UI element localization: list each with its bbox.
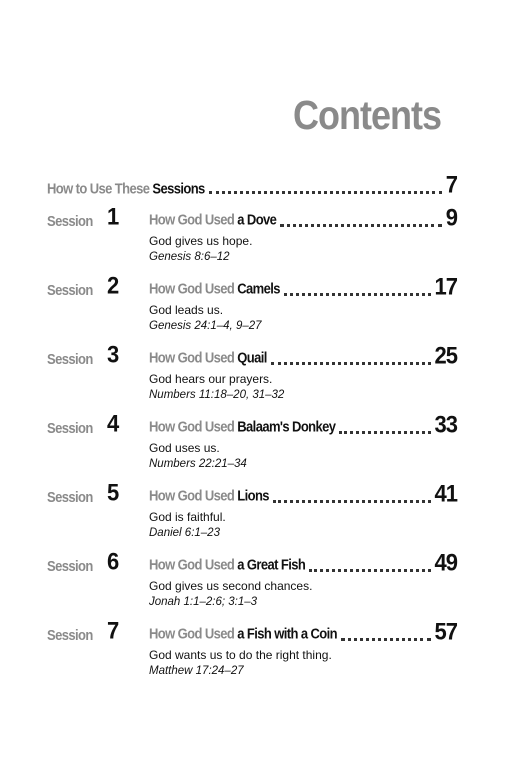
toc-session-6[interactable]: [47, 547, 457, 611]
dot-leader: [284, 293, 431, 296]
session-scripture-reference: Genesis 24:1–4, 9–27: [149, 320, 262, 332]
session-title-object: a Fish with a Coin: [237, 624, 337, 642]
toc-session-1[interactable]: [47, 202, 457, 266]
session-title-row: [149, 620, 457, 644]
session-title: [149, 487, 269, 504]
session-summary: God is faithful.: [149, 510, 226, 524]
toc-page-number: 49: [434, 549, 457, 577]
session-title: [149, 211, 276, 228]
session-title-object: Lions: [237, 486, 269, 504]
dot-leader: [309, 569, 430, 572]
session-label: Session: [47, 350, 93, 368]
session-title-prefix: How God Used: [149, 210, 238, 228]
toc-session-7[interactable]: [47, 616, 457, 680]
session-title: [149, 280, 280, 297]
toc-page-number: 57: [434, 618, 457, 646]
session-title-prefix: How God Used: [149, 555, 238, 573]
toc-page-number: 25: [434, 342, 457, 370]
session-title-object: Camels: [237, 279, 280, 297]
session-title: [149, 418, 335, 435]
session-summary: God wants us to do the right thing.: [149, 648, 332, 662]
session-number: 1: [107, 202, 120, 230]
toc-session-4[interactable]: [47, 409, 457, 473]
session-label: Session: [47, 212, 93, 230]
session-number: 7: [107, 616, 120, 644]
session-label: Session: [47, 557, 93, 575]
toc-session-2[interactable]: [47, 271, 457, 335]
toc-session-3[interactable]: [47, 340, 457, 404]
session-summary: God leads us.: [149, 303, 224, 317]
toc-entry-title: [47, 180, 205, 197]
session-title-prefix: How God Used: [149, 279, 238, 297]
session-title-row: [149, 275, 457, 299]
session-title-prefix: How God Used: [149, 486, 238, 504]
session-title-object: a Dove: [237, 210, 277, 228]
session-label: Session: [47, 488, 93, 506]
session-title-prefix: How God Used: [149, 624, 238, 642]
session-title-row: [149, 413, 457, 437]
session-scripture-reference: Jonah 1:1–2:6; 3:1–3: [149, 596, 258, 608]
session-number: 4: [107, 409, 120, 437]
toc-page-number: 7: [445, 171, 457, 199]
toc-page-number: 41: [434, 480, 457, 508]
dot-leader: [341, 638, 431, 641]
toc-entry-title-lead: How to Use These: [47, 179, 153, 197]
session-title-prefix: How God Used: [149, 348, 238, 366]
toc-page-number: 33: [434, 411, 457, 439]
session-title-prefix: How God Used: [149, 417, 238, 435]
toc-entry-how-to-use[interactable]: [47, 171, 457, 199]
session-number: 2: [107, 271, 120, 299]
session-label: Session: [47, 281, 93, 299]
session-scripture-reference: Numbers 22:21–34: [149, 458, 247, 470]
session-scripture-reference: Daniel 6:1–23: [149, 527, 220, 539]
session-title-object: a Great Fish: [237, 555, 306, 573]
toc-page-number: 9: [445, 204, 457, 232]
toc-session-5[interactable]: [47, 478, 457, 542]
session-summary: God gives us second chances.: [149, 579, 313, 593]
session-number: 6: [107, 547, 120, 575]
session-scripture-reference: Genesis 8:6–12: [149, 251, 230, 263]
session-number: 3: [107, 340, 120, 368]
session-label: Session: [47, 626, 93, 644]
session-title-row: [149, 206, 457, 230]
dot-leader: [209, 191, 442, 194]
session-summary: God hears our prayers.: [149, 372, 273, 386]
session-title-object: Quail: [237, 348, 267, 366]
toc-page-number: 17: [434, 273, 457, 301]
session-label: Session: [47, 419, 93, 437]
session-summary: God gives us hope.: [149, 234, 253, 248]
session-title-object: Balaam's Donkey: [237, 417, 336, 435]
dot-leader: [280, 224, 441, 227]
session-title-row: [149, 482, 457, 506]
session-scripture-reference: Numbers 11:18–20, 31–32: [149, 389, 285, 401]
dot-leader: [273, 500, 431, 503]
session-number: 5: [107, 478, 120, 506]
dot-leader: [271, 362, 431, 365]
toc-entry-title-strong: Sessions: [152, 179, 205, 197]
session-title-row: [149, 551, 457, 575]
session-title-row: [149, 344, 457, 368]
session-title: [149, 556, 305, 573]
session-summary: God uses us.: [149, 441, 220, 455]
page-title: Contents: [293, 92, 441, 138]
session-title: [149, 349, 267, 366]
dot-leader: [339, 431, 430, 434]
session-scripture-reference: Matthew 17:24–27: [149, 665, 244, 677]
session-title: [149, 625, 337, 642]
